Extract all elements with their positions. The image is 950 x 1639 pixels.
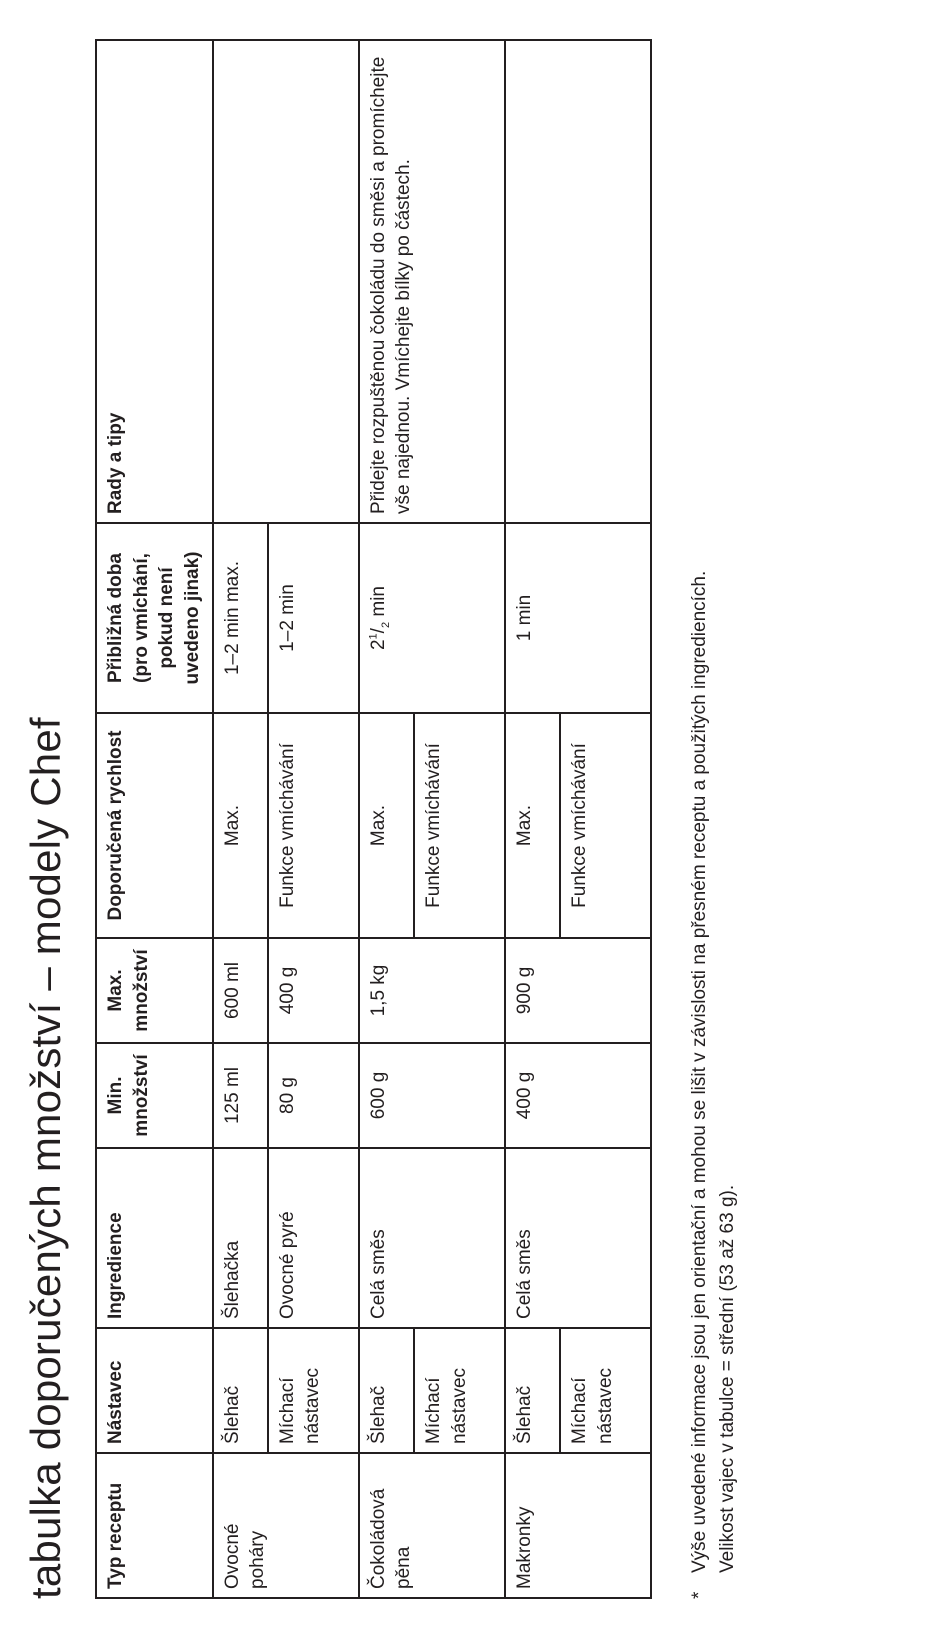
recipe-type: Čokoládová pěna: [359, 1453, 505, 1598]
header-ingredience: Ingredience: [96, 1148, 213, 1328]
nastavec-cell: Šlehač: [359, 1328, 414, 1453]
page-title: tabulka doporučených množství – modely Chef: [22, 717, 69, 1599]
recipe-type: Ovocné poháry: [213, 1453, 359, 1598]
doba-cell: 1–2 min: [268, 523, 359, 713]
rychlost-cell: Max.: [505, 713, 560, 938]
doba-whole: 2: [367, 639, 389, 651]
min-cell: 80 g: [268, 1043, 359, 1148]
rychlost-cell: Max.: [213, 713, 268, 938]
ingredience-cell: Celá směs: [359, 1148, 505, 1328]
header-doba: Přibližná doba (pro vmíchání, pokud není uvedeno jinak): [96, 523, 213, 713]
doba-cell: [359, 523, 505, 713]
footnotes: [686, 39, 741, 1599]
footnote-line-1: [686, 39, 714, 1599]
nastavec-cell: Míchací nástavec: [414, 1328, 505, 1453]
max-cell: 600 ml: [213, 938, 268, 1043]
table-row: [359, 40, 414, 1598]
ingredience-cell: Šlehačka: [213, 1148, 268, 1328]
header-nastavec: Nástavec: [96, 1328, 213, 1453]
ingredience-cell: Celá směs: [505, 1148, 651, 1328]
nastavec-cell: Míchací nástavec: [268, 1328, 359, 1453]
footnote-asterisk: *: [689, 1591, 710, 1599]
header-min: Min. množství: [96, 1043, 213, 1148]
header-rady: Rady a tipy: [96, 40, 213, 523]
rady-cell: Přidejte rozpuštěnou čokoládu do směsi a promíchejte vše najednou. Vmíchejte bílky po částech.: [359, 40, 505, 523]
header-row: [96, 40, 213, 1598]
rychlost-cell: Max.: [359, 713, 414, 938]
max-cell: 400 g: [268, 938, 359, 1043]
rychlost-cell: Funkce vmíchávání: [560, 713, 651, 938]
nastavec-cell: Míchací nástavec: [560, 1328, 651, 1453]
table-row: [213, 40, 268, 1598]
rady-cell: [213, 40, 359, 523]
recipe-type: Makronky: [505, 1453, 651, 1598]
rychlost-cell: Funkce vmíchávání: [414, 713, 505, 938]
nastavec-cell: Šlehač: [505, 1328, 560, 1453]
max-cell: 900 g: [505, 938, 651, 1043]
min-cell: 400 g: [505, 1043, 651, 1148]
footnote-line-2: Velikost vajec v tabulce = střední (53 až 63 g).: [716, 1184, 738, 1573]
max-cell: 1,5 kg: [359, 938, 505, 1043]
nastavec-cell: Šlehač: [213, 1328, 268, 1453]
doba-unit: min: [367, 586, 389, 617]
doba-denominator: 2: [379, 621, 392, 629]
footnote-text-1: Výše uvedené informace jsou jen orientační a mohou se lišit v závislosti na přesném receptu a použitých ingrediencích.: [689, 570, 710, 1573]
header-rychlost: Doporučená rychlost: [96, 713, 213, 938]
doba-fraction: $2^1/_2$: [367, 621, 392, 651]
doba-numerator: 1: [367, 633, 380, 640]
doba-cell: 1 min: [505, 523, 651, 713]
doba-cell: 1–2 min max.: [213, 523, 268, 713]
min-cell: 125 ml: [213, 1043, 268, 1148]
rychlost-cell: Funkce vmíchávání: [268, 713, 359, 938]
table-row: [505, 40, 560, 1598]
rady-cell: [505, 40, 651, 523]
header-typ: Typ receptu: [96, 1453, 213, 1598]
ingredience-cell: Ovocné pyré: [268, 1148, 359, 1328]
min-cell: 600 g: [359, 1043, 505, 1148]
header-max: Max. množství: [96, 938, 213, 1043]
recipe-table: [95, 39, 652, 1599]
